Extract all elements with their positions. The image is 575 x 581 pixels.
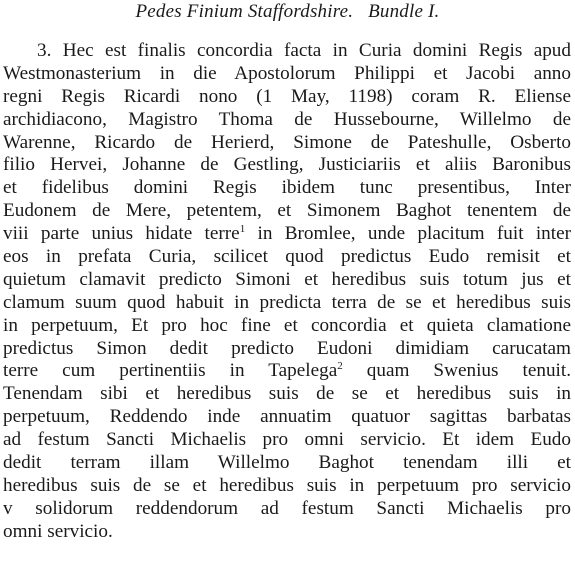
footnote-marker: 2	[337, 360, 343, 373]
text-line: Westmonasterium in die Apostolorum Philippi et Jacobi anno	[3, 62, 571, 84]
text-line: dedit terram illam Willelmo Baghot tenendam illi et	[3, 452, 571, 474]
text-line: 3. Hec est finalis concordia facta in Curia domini Regis apud	[37, 40, 571, 61]
entry-number: 3.	[37, 40, 52, 61]
text-line: eos in prefata Curia, scilicet quod predictus Eudo remisit et	[3, 246, 571, 268]
text-line: regni Regis Ricardi nono (1 May, 1198) coram R. Eliense	[3, 85, 571, 107]
text-line: filio Hervei, Johanne de Gestling, Justiciariis et aliis Baronibus	[3, 154, 571, 176]
text-line: et fidelibus domini Regis ibidem tunc presentibus, Inter	[3, 177, 571, 199]
header-title: Pedes Finium Staffordshire.	[135, 1, 354, 22]
text-line: archidiacono, Magistro Thoma de Hussebourne, Willelmo de	[3, 108, 571, 130]
text-line: in perpetuum, Et pro hoc fine et concordia et quieta clamatione	[3, 314, 571, 336]
text-line: heredibus suis de se et heredibus suis in perpetuum pro servicio	[3, 474, 571, 496]
text-line: Warenne, Ricardo de Herierd, Simone de Pateshulle, Osberto	[3, 131, 571, 153]
text-line: viii parte unius hidate terre$^1$ in Bromlee, unde placitum fuit inter	[3, 223, 571, 245]
running-header	[0, 1, 575, 23]
text-line: predictus Simon dedit predicto Eudoni dimidiam carucatam	[3, 337, 571, 359]
text-line: Eudonem de Mere, petentem, et Simonem Baghot tenentem de	[3, 200, 571, 222]
text-line: perpetuum, Reddendo inde annuatim quatuor sagittas barbatas	[3, 406, 571, 428]
footnote-marker: 1	[239, 223, 246, 236]
text-line: Tenendam sibi et heredibus suis de se et heredibus suis in	[3, 383, 571, 405]
text-line: v solidorum reddendorum ad festum Sancti Michaelis pro	[3, 497, 571, 519]
text-line: ad festum Sancti Michaelis pro omni servicio. Et idem Eudo	[3, 429, 571, 451]
header-bundle: Bundle I.	[368, 1, 440, 22]
text-line: omni servicio.	[3, 520, 113, 542]
text-line: terre cum pertinentiis in Tapelega$^2$ quam Swenius tenuit.	[3, 360, 571, 382]
text-line: quietum clamavit predicto Simoni et heredibus suis totum jus et	[3, 268, 571, 290]
entry-paragraph	[3, 40, 571, 544]
text-line: clamum suum quod habuit in predicta terra de se et heredibus suis	[3, 291, 571, 313]
